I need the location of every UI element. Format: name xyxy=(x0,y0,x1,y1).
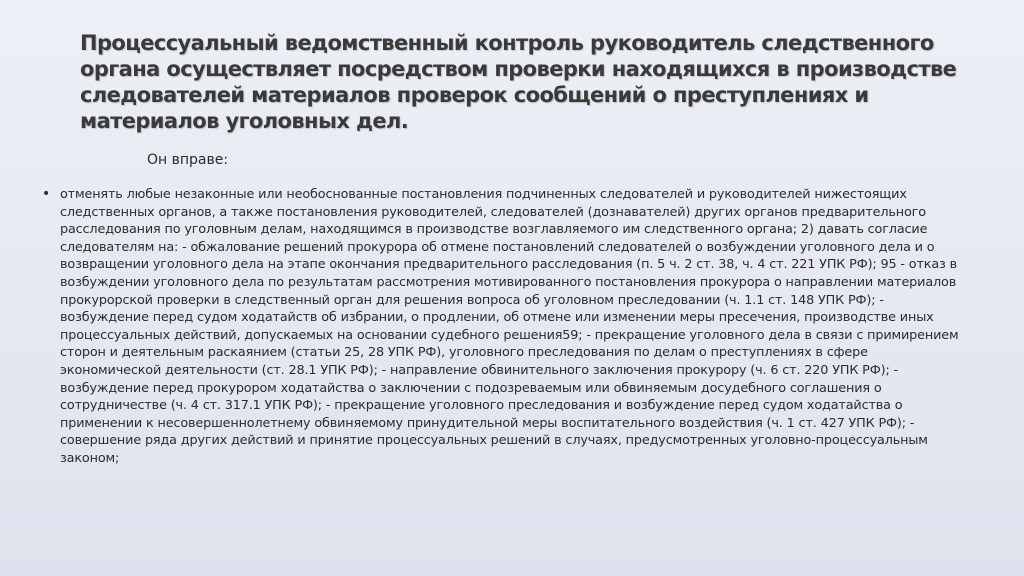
bullet-list xyxy=(40,186,970,468)
bullet-dot-icon: • xyxy=(42,186,51,202)
bullet-item xyxy=(40,186,970,468)
slide-title: Процессуальный ведомственный контроль руководитель следственного органа осуществляет посредством проверки находящихся в производстве следователей материалов проверок сообщений о преступлениях и материалов уголовных дел. xyxy=(80,31,957,133)
slide-subtitle: Он вправе: xyxy=(147,152,229,168)
bullet-text: отменять любые незаконные или необоснованные постановления подчиненных следователей и руководителей нижестоящих следственных органов, а также постановления руководителей, следователей (дознавателей) других органов предварительного расследования по уголовным делам, находящимся в производстве возглавляемого им следственного органа; 2) давать согласие следователям на: - обжалование решений прокурора об отмене постановлений следователей о возбуждении уголовного дела и о возвращении уголовного дела на этапе окончания предварительного расследования (п. 5 ч. 2 ст. 38, ч. 4 ст. 221 УПК РФ); 95 - отказ в возбуждении уголовного дела по результатам рассмотрения мотивированного постановления прокурора о направлении материалов прокурорской проверки в следственный орган для решения вопроса об уголовном преследовании (ч. 1.1 ст. 148 УПК РФ); - возбуждение перед судом ходатайств об избрании, о продлении, об отмене или изменении меры пресечения, производстве иных процессуальных действий, допускаемых на основании судебного решения59; - прекращение уголовного дела в связи с примирением сторон и деятельным раскаянием (статьи 25, 28 УПК РФ), уголовного преследования по делам о преступлениях в сфере экономической деятельности (ст. 28.1 УПК РФ); - направление обвинительного заключения прокурору (ч. 6 ст. 220 УПК РФ); - возбуждение перед прокурором ходатайства о заключении с подозреваемым или обвиняемым досудебного соглашения о сотрудничестве (ч. 4 ст. 317.1 УПК РФ); - прекращение уголовного преследования и возбуждение перед судом ходатайства о применении к несовершеннолетнему обвиняемому принудительной меры воспитательного воздействия (ч. 1 ст. 427 УПК РФ); - совершение ряда других действий и принятие процессуальных решений в случаях, предусмотренных уголовно-процессуальным законом; xyxy=(60,187,959,466)
